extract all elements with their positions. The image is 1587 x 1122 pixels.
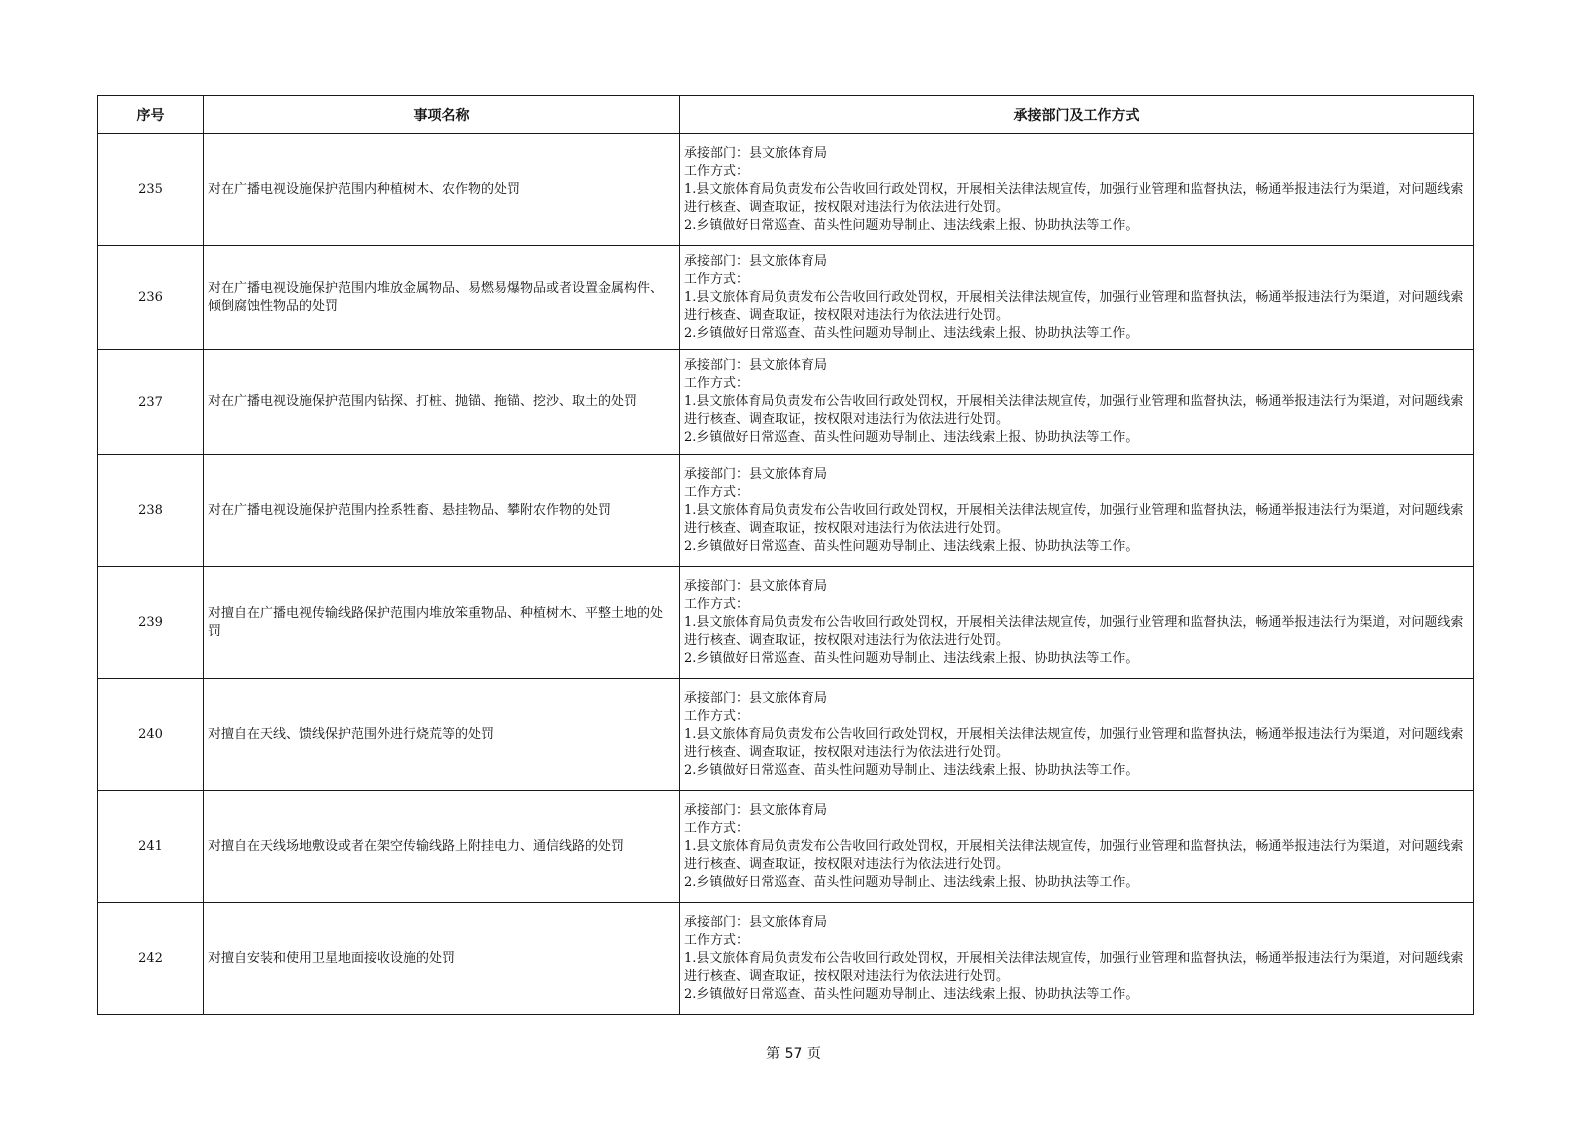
table-row	[98, 455, 1474, 567]
table-row	[98, 350, 1474, 455]
method-step-2: 2.乡镇做好日常巡查、苗头性问题劝导制止、违法线索上报、协助执法等工作。	[684, 325, 1139, 341]
method-label-line: 工作方式：	[684, 271, 750, 287]
method-cell	[680, 246, 1474, 350]
dept-line: 承接部门：县文旅体育局	[684, 914, 828, 930]
dept-line: 承接部门：县文旅体育局	[684, 358, 828, 373]
table-row	[98, 679, 1474, 791]
dept-line: 承接部门：县文旅体育局	[684, 802, 828, 818]
method-label-line: 工作方式：	[684, 820, 750, 836]
seq-cell: 241	[98, 791, 204, 903]
method-step-1: 1.县文旅体育局负责发布公告收回行政处罚权，开展相关法律法规宣传，加强行业管理和监督执法，畅通举报违法行为渠道，对问题线索进行核查、调查取证，按权限对违法行为依法进行处罚。	[684, 838, 1464, 872]
method-cell	[680, 350, 1474, 455]
dept-line: 承接部门：县文旅体育局	[684, 578, 828, 594]
seq-cell: 235	[98, 134, 204, 246]
method-cell	[680, 567, 1474, 679]
method-cell	[680, 134, 1474, 246]
dept-line: 承接部门：县文旅体育局	[684, 690, 828, 706]
seq-cell: 242	[98, 903, 204, 1015]
table-row	[98, 246, 1474, 350]
method-step-2: 2.乡镇做好日常巡查、苗头性问题劝导制止、违法线索上报、协助执法等工作。	[684, 217, 1139, 233]
method-step-1: 1.县文旅体育局负责发布公告收回行政处罚权，开展相关法律法规宣传，加强行业管理和监督执法，畅通举报违法行为渠道，对问题线索进行核查、调查取证，按权限对违法行为依法进行处罚。	[684, 614, 1464, 648]
method-cell	[680, 679, 1474, 791]
method-step-2: 2.乡镇做好日常巡查、苗头性问题劝导制止、违法线索上报、协助执法等工作。	[684, 986, 1139, 1002]
item-name-cell: 对擅自在天线场地敷设或者在架空传输线路上附挂电力、通信线路的处罚	[204, 791, 680, 903]
item-name-cell: 对在广播电视设施保护范围内拴系牲畜、悬挂物品、攀附农作物的处罚	[204, 455, 680, 567]
table-row	[98, 134, 1474, 246]
method-step-1: 1.县文旅体育局负责发布公告收回行政处罚权，开展相关法律法规宣传，加强行业管理和监督执法，畅通举报违法行为渠道，对问题线索进行核查、调查取证，按权限对违法行为依法进行处罚。	[684, 726, 1464, 760]
dept-line: 承接部门：县文旅体育局	[684, 145, 828, 161]
method-label-line: 工作方式：	[684, 484, 750, 500]
item-name-cell: 对擅自在天线、馈线保护范围外进行烧荒等的处罚	[204, 679, 680, 791]
seq-cell: 237	[98, 350, 204, 455]
table-row	[98, 567, 1474, 679]
method-step-2: 2.乡镇做好日常巡查、苗头性问题劝导制止、违法线索上报、协助执法等工作。	[684, 650, 1139, 666]
header-dept-method: 承接部门及工作方式	[680, 96, 1474, 134]
method-cell	[680, 903, 1474, 1015]
table-header	[98, 96, 1474, 134]
seq-cell: 240	[98, 679, 204, 791]
method-label-line: 工作方式：	[684, 596, 750, 612]
item-name-cell: 对在广播电视设施保护范围内堆放金属物品、易燃易爆物品或者设置金属构件、倾倒腐蚀性物品的处罚	[204, 246, 680, 350]
method-label-line: 工作方式：	[684, 163, 750, 179]
page-number: 第 57 页	[766, 1046, 821, 1062]
dept-line: 承接部门：县文旅体育局	[684, 466, 828, 482]
method-step-1: 1.县文旅体育局负责发布公告收回行政处罚权，开展相关法律法规宣传，加强行业管理和监督执法，畅通举报违法行为渠道，对问题线索进行核查、调查取证，按权限对违法行为依法进行处罚。	[684, 502, 1464, 536]
seq-cell: 238	[98, 455, 204, 567]
method-label-line: 工作方式：	[684, 376, 750, 391]
method-cell	[680, 791, 1474, 903]
header-item-name: 事项名称	[204, 96, 680, 134]
method-label-line: 工作方式：	[684, 708, 750, 724]
item-name-cell: 对在广播电视设施保护范围内种植树木、农作物的处罚	[204, 134, 680, 246]
item-name-cell: 对擅自安装和使用卫星地面接收设施的处罚	[204, 903, 680, 1015]
table-row	[98, 791, 1474, 903]
item-name-cell: 对在广播电视设施保护范围内钻探、打桩、抛锚、拖锚、挖沙、取土的处罚	[204, 350, 680, 455]
table-row	[98, 903, 1474, 1015]
method-step-2: 2.乡镇做好日常巡查、苗头性问题劝导制止、违法线索上报、协助执法等工作。	[684, 874, 1139, 890]
method-step-1: 1.县文旅体育局负责发布公告收回行政处罚权，开展相关法律法规宣传，加强行业管理和监督执法，畅通举报违法行为渠道，对问题线索进行核查、调查取证，按权限对违法行为依法进行处罚。	[684, 950, 1464, 984]
seq-cell: 239	[98, 567, 204, 679]
method-step-2: 2.乡镇做好日常巡查、苗头性问题劝导制止、违法线索上报、协助执法等工作。	[684, 430, 1139, 445]
method-step-2: 2.乡镇做好日常巡查、苗头性问题劝导制止、违法线索上报、协助执法等工作。	[684, 762, 1139, 778]
items-table	[97, 95, 1474, 1015]
method-step-2: 2.乡镇做好日常巡查、苗头性问题劝导制止、违法线索上报、协助执法等工作。	[684, 538, 1139, 554]
method-step-1: 1.县文旅体育局负责发布公告收回行政处罚权，开展相关法律法规宣传，加强行业管理和监督执法，畅通举报违法行为渠道，对问题线索进行核查、调查取证，按权限对违法行为依法进行处罚。	[684, 394, 1464, 427]
dept-line: 承接部门：县文旅体育局	[684, 253, 828, 269]
item-name-cell: 对擅自在广播电视传输线路保护范围内堆放笨重物品、种植树木、平整土地的处罚	[204, 567, 680, 679]
method-step-1: 1.县文旅体育局负责发布公告收回行政处罚权，开展相关法律法规宣传，加强行业管理和监督执法，畅通举报违法行为渠道，对问题线索进行核查、调查取证，按权限对违法行为依法进行处罚。	[684, 289, 1464, 323]
seq-cell: 236	[98, 246, 204, 350]
header-seq: 序号	[98, 96, 204, 134]
method-cell	[680, 455, 1474, 567]
method-step-1: 1.县文旅体育局负责发布公告收回行政处罚权，开展相关法律法规宣传，加强行业管理和监督执法，畅通举报违法行为渠道，对问题线索进行核查、调查取证，按权限对违法行为依法进行处罚。	[684, 181, 1464, 215]
method-label-line: 工作方式：	[684, 932, 750, 948]
